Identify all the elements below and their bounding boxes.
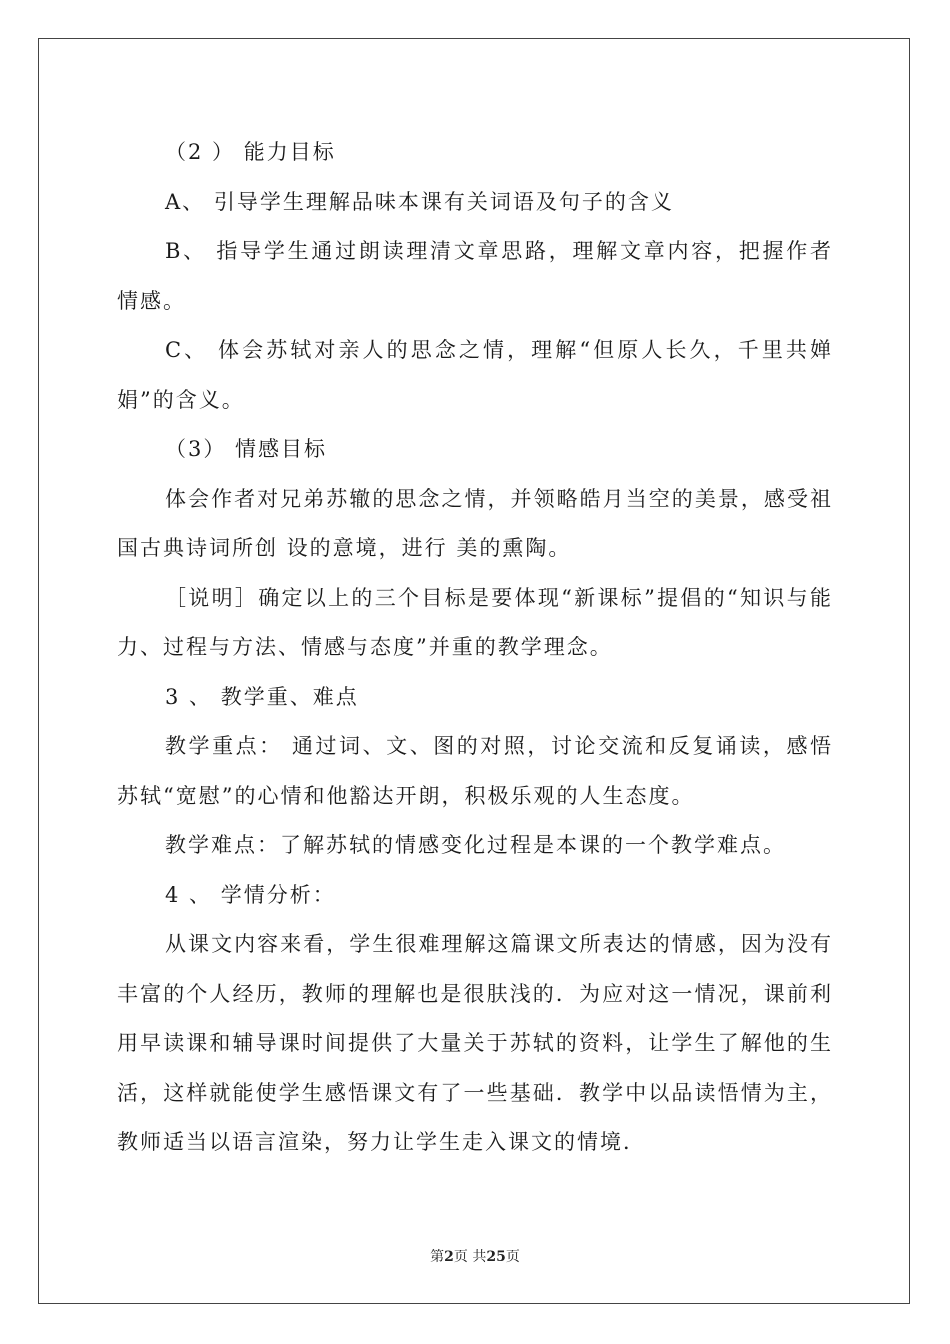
section-heading-key-points: 3 、 教学重、难点 bbox=[165, 684, 359, 709]
section-heading-ability: （2 ） 能力目标 bbox=[165, 140, 336, 164]
footer-suffix: 页 bbox=[505, 1249, 520, 1265]
paragraph-a: A、 引导学生理解品味本课有关词语及句子的含义 bbox=[165, 189, 674, 214]
paragraph-c: C、 体会苏轼对亲人的思念之情，理解“但原人长久，千里共婵娟”的含义。 bbox=[117, 338, 833, 412]
paragraph-analysis: 从课文内容来看，学生很难理解这篇课文所表达的情感，因为没有丰富的个人经历，教师的理解也是很肤浅的．为应对这一情况，课前利用早读课和辅导课时间提供了大量关于苏轼的资料，让学生了解他的生活，这样就能使学生感悟课文有了一些基础．教学中以品读悟情为主，教师适当以语言渲染，努力让学生走入课文的情境． bbox=[117, 932, 833, 1154]
paragraph-difficulty: 教学难点：了解苏轼的情感变化过程是本课的一个教学难点。 bbox=[165, 833, 786, 857]
footer-total-pages: 25 bbox=[486, 1249, 506, 1265]
footer-prefix: 第 bbox=[430, 1249, 445, 1265]
paragraph-key-point: 教学重点： 通过词、文、图的对照，讨论交流和反复诵读，感悟苏轼“宽慰”的心情和他豁达开朗，积极乐观的人生态度。 bbox=[117, 734, 833, 808]
footer-middle: 页 共 bbox=[453, 1249, 487, 1265]
paragraph-emotion: 体会作者对兄弟苏辙的思念之情，并领略皓月当空的美景，感受祖国古典诗词所创 设的意境，进行 美的熏陶。 bbox=[117, 486, 833, 560]
document-body bbox=[117, 128, 833, 1168]
paragraph-note: ［说明］确定以上的三个目标是要体现“新课标”提倡的“知识与能力、过程与方法、情感与态度”并重的教学理念。 bbox=[117, 585, 833, 659]
section-heading-emotion: （3） 情感目标 bbox=[165, 437, 328, 461]
section-heading-analysis: 4 、 学情分析： bbox=[165, 882, 336, 907]
paragraph-b: B、 指导学生通过朗读理清文章思路，理解文章内容，把握作者情感。 bbox=[117, 239, 833, 313]
footer-page-number: 2 bbox=[444, 1249, 454, 1265]
page-footer bbox=[0, 1246, 950, 1266]
